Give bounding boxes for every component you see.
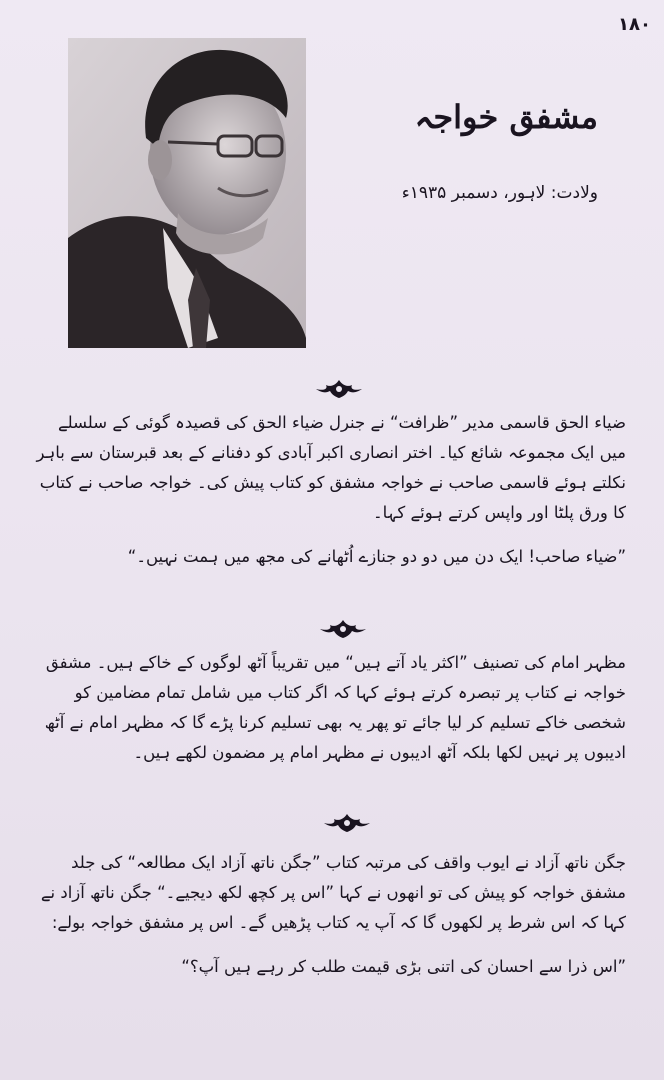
anecdote-quote: ”اس ذرا سے احسان کی اتنی بڑی قیمت طلب کر رہے ہیں آپ؟“ (181, 957, 626, 976)
portrait-photo (68, 38, 306, 348)
ornament-divider (316, 618, 370, 640)
anecdote-2 (36, 648, 626, 768)
anecdote-quote: ”ضیاء صاحب! ایک دن میں دو دو جنازے اُٹھانے کی مجھ میں ہمت نہیں۔“ (127, 547, 626, 566)
anecdote-text: ضیاء الحق قاسمی مدیر ”ظرافت“ نے جنرل ضیاء الحق کی قصیدہ گوئی کے سلسلے میں ایک مجموعہ شائع کیا۔ اختر انصاری اکبر آبادی کو دفنانے کے بعد قبرستان سے باہر نکلتے ہوئے قاسمی صاحب نے خواجہ مشفق کو کتاب پیش کی۔ خواجہ صاحب نے کتاب کا ورق پلٹا اور واپس کرتے ہوئے کہا۔ (36, 413, 626, 522)
ornament-divider (312, 378, 366, 400)
page-number: ۱۸۰ (618, 14, 651, 35)
page-title: مشفق خواجہ (414, 98, 598, 136)
ornament-divider (320, 812, 374, 834)
birth-info: ولادت: لاہور، دسمبر ۱۹۳۵ء (401, 183, 598, 203)
anecdote-3 (36, 848, 626, 982)
anecdote-text: مظہر امام کی تصنیف ”اکثر یاد آتے ہیں“ میں تقریباً آٹھ لوگوں کے خاکے ہیں۔ مشفق خواجہ نے کتاب پر تبصرہ کرتے ہوئے کہا کہ اگر کتاب میں شامل تمام مضامین کو شخصی خاکے تسلیم کر لیا جائے تو پھر یہ بھی تسلیم کرنا پڑے گا کہ مظہر امام نے آٹھ ادیبوں پر نہیں لکھا بلکہ آٹھ ادیبوں نے مظہر امام پر مضمون لکھے ہیں۔ (44, 653, 626, 762)
anecdote-text: جگن ناتھ آزاد نے ایوب واقف کی مرتبہ کتاب ”جگن ناتھ آزاد ایک مطالعہ“ کی جلد مشفق خواجہ کو پیش کی تو انھوں نے کہا ”اس پر کچھ لکھ دیجیے۔“ جگن ناتھ آزاد نے کہا کہ اس شرط پر لکھوں گا کہ آپ یہ کتاب پڑھیں گے۔ اس پر مشفق خواجہ بولے: (40, 853, 626, 932)
anecdote-1 (36, 408, 626, 572)
